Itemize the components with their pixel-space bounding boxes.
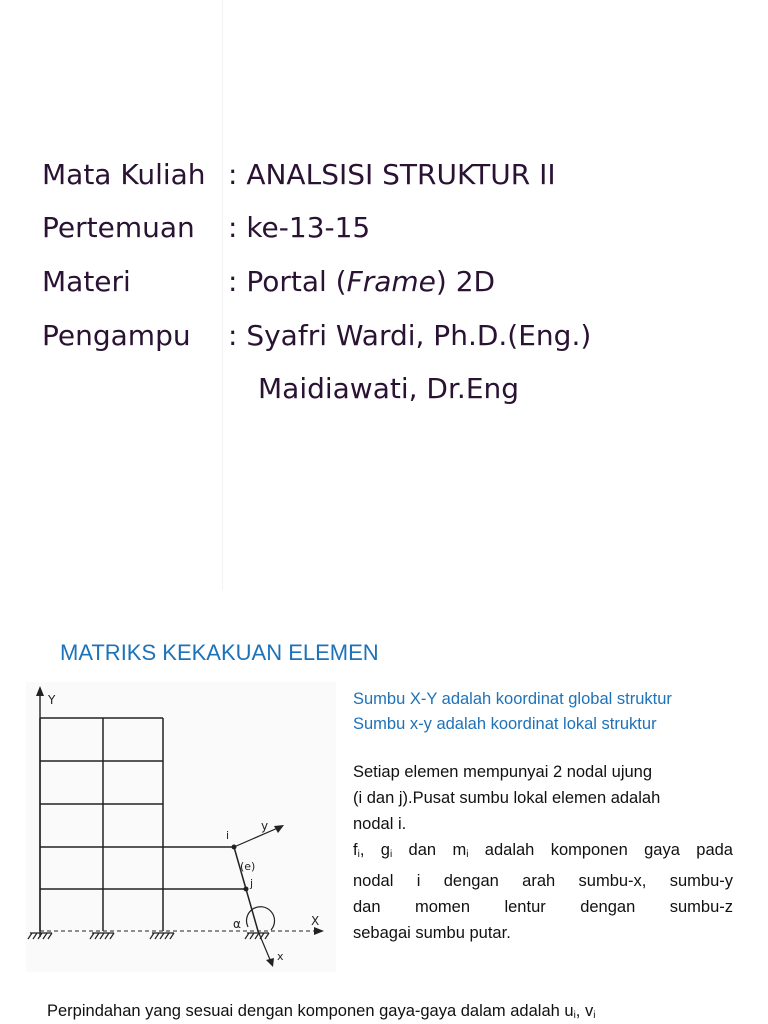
axis-local-text: Sumbu x-y adalah koordinat lokal struktur <box>353 715 657 733</box>
u-subscript: i <box>573 1010 576 1021</box>
course-row <box>42 155 556 195</box>
g-subscript: i <box>389 849 393 860</box>
axis-global-text: Sumbu X-Y adalah koordinat global struktur <box>353 690 672 708</box>
para2-line1 <box>353 837 733 868</box>
para2-line4: sebagai sumbu putar. <box>353 924 511 942</box>
label-alpha: α <box>233 917 241 931</box>
topic-label: Materi <box>42 265 131 298</box>
section-heading: MATRIKS KEKAKUAN ELEMEN <box>60 640 379 665</box>
meeting-row <box>42 208 370 248</box>
label-j: j <box>250 877 254 890</box>
course-value: : ANALSISI STRUKTUR II <box>228 158 556 191</box>
para1-line3: nodal i. <box>353 815 407 833</box>
bottom-text <box>47 1002 595 1021</box>
lecturer-row <box>42 316 591 356</box>
label-X: X <box>311 914 320 928</box>
v-symbol: , v <box>575 1002 594 1020</box>
topic-value-prefix: : Portal ( <box>228 265 347 298</box>
meeting-value: : ke-13-15 <box>228 211 371 244</box>
description-paragraph <box>353 759 733 946</box>
f-symbol: f <box>353 841 358 859</box>
label-x: x <box>277 950 284 963</box>
second-lecturer: Maidiawati, Dr.Eng <box>258 372 520 405</box>
label-i: i <box>226 829 230 842</box>
lecturer-value: : Syafri Wardi, Ph.D.(Eng.) <box>228 319 592 352</box>
topic-row <box>42 262 495 302</box>
para2-line3: dan momen lentur dengan sumbu-z <box>353 898 733 916</box>
bottom-text-main: Perpindahan yang sesuai dengan komponen gaya-gaya dalam adalah u <box>47 1002 574 1020</box>
m-symbol: dan m <box>392 841 467 859</box>
frame-figure <box>26 682 336 972</box>
v-subscript: i <box>593 1010 596 1021</box>
topic-value-italic: Frame <box>346 265 436 298</box>
meeting-label: Pertemuan <box>42 211 195 244</box>
m-subscript: i <box>466 849 469 860</box>
g-symbol: , g <box>359 841 390 859</box>
label-y: y <box>261 819 269 833</box>
f-subscript: i <box>357 849 360 860</box>
para1-line2: (i dan j).Pusat sumbu lokal elemen adalah <box>353 789 661 807</box>
figure-background <box>26 682 336 972</box>
label-e: (e) <box>240 860 256 873</box>
label-Y: Y <box>48 693 56 707</box>
para2-line1-rest: adalah komponen gaya pada <box>468 841 733 859</box>
course-label: Mata Kuliah <box>42 158 206 191</box>
para1-line1: Setiap elemen mempunyai 2 nodal ujung <box>353 763 653 781</box>
node-j <box>244 887 249 892</box>
para2-line2: nodal i dengan arah sumbu-x, sumbu-y <box>353 872 733 890</box>
lecturer-label: Pengampu <box>42 319 191 352</box>
topic-value-suffix: ) 2D <box>435 265 496 298</box>
